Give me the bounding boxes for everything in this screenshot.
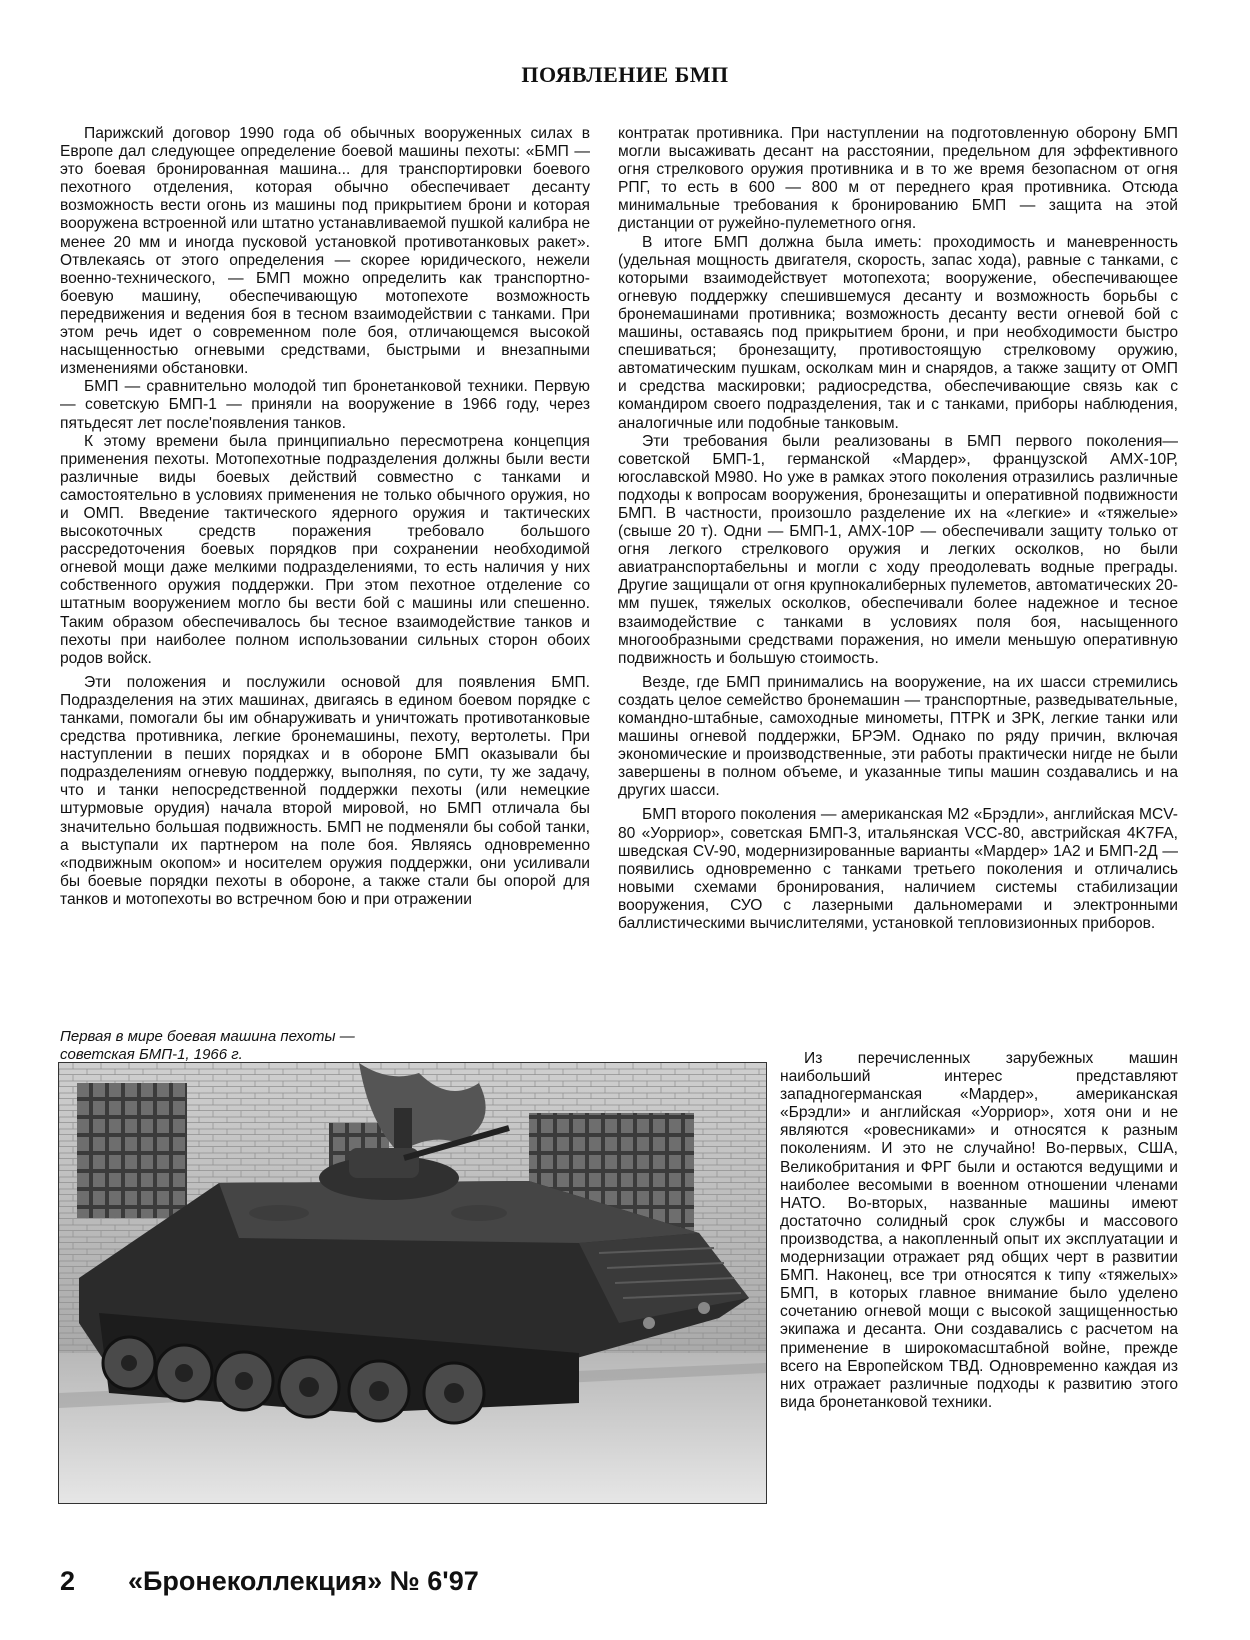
- right-column: [618, 125, 1178, 933]
- page-number: 2: [60, 1566, 76, 1596]
- paragraph: Из перечисленных зарубежных машин наибольший интерес представляют западногерманская «Мардер», американская «Брэдли» и английская «Уорриор», хотя они и не являются «ровесниками» и относятся к разным поколениям. И это не случайно! Во-первых, США, Великобритания и ФРГ были и остаются ведущими и наиболее весомыми в военном отношении членами НАТО. Во-вторых, названные машины имеют достаточно солидный срок службы и массового производства, а накопленный опыт их эксплуатации и модернизации отражает ряд общих черт в развитии БМП. Наконец, все три относятся к типу «тяжелых» БМП, в которых главное внимание было уделено сочетанию огневой мощи с высокой защищенностью экипажа и десанта. Они создавались с расчетом на применение в широкомасштабной войне, прежде всего на Европейском ТВД. Одновременно каждая из них отражает различные подходы к развитию этого вида бронетанковой техники.: [780, 1050, 1178, 1411]
- caption-line: советская БМП-1, 1966 г.: [60, 1046, 243, 1063]
- paragraph: контратак противника. При наступлении на подготовленную оборону БМП могли высаживать десант на расстоянии, предельном для эффективного огня стрелкового оружия противника и в то же время безопасном от огня РПГ, то есть в 600 — 800 м от переднего края противника. Отсюда минимальные требования к бронированию БМП — защита на этой дистанции от ружейно-пулеметного огня.: [618, 125, 1178, 233]
- paragraph: В итоге БМП должна была иметь: проходимость и маневренность (удельная мощность двигателя, скорость, запас хода), равные с танками, с которыми взаимодействует мотопехота; вооружение, обеспечивающее огневую поддержку спешившемуся десанту и возможность борьбы с бронемашинами противника; возможность десанту вести огневой бой с машины, оставаясь под прикрытием брони, и при необходимости быстро спешиваться; бронезащиту, противостоящую стрелковому оружию, автоматическим пушкам, осколкам мин и снарядов, а также защиту от ОМП и средства маскировки; радиосредства, обеспечивающие связь как с командиром своего подразделения, так и с танками, приборы наблюдения, аналогичные или подобные танковым.: [618, 233, 1178, 432]
- bottom-right-column: [780, 1050, 1178, 1412]
- paragraph: Везде, где БМП принимались на вооружение, на их шасси стремились создать целое семейство бронемашин — транспортные, разведывательные, командно-штабные, самоходные минометы, ПТРК и ЗРК, легкие танки или машины огневой поддержки, БРЭМ. Однако по ряду причин, включая экономические и производственные, эти работы практически нигде не были завершены в полном объеме, и указанные типы машин создавались и на других шасси.: [618, 673, 1178, 800]
- paragraph: Эти положения и послужили основой для появления БМП. Подразделения на этих машинах, двигаясь в едином боевом порядке с танками, помогали бы им обнаруживать и уничтожать противотанковые средства противника, легкие бронемашины, пехоту, вертолеты. При наступлении в пеших порядках и в обороне БМП оказывали бы подразделениям огневую поддержку, выполняя, по сути, ту же задачу, что и танки непосредственной поддержки пехоты (или немецкие штурмовые орудия) начала второй мировой, но БМП отличала бы значительно большая подвижность. БМП не подменяли бы собой танки, а выступали их партнером на поле боя. Являясь одновременно «подвижным окопом» и носителем оружия поддержки, они усиливали бы боевые порядки пехоты в обороне, а также стали бы опорой для танков и мотопехоты во встречном бою и при отражении: [60, 673, 590, 908]
- page-title: ПОЯВЛЕНИЕ БМП: [521, 62, 729, 87]
- left-column: [60, 125, 590, 909]
- figure-caption: [60, 1028, 460, 1064]
- journal-issue: «Бронеколлекция» № 6'97: [128, 1566, 479, 1596]
- paragraph: Парижский договор 1990 года об обычных вооруженных силах в Европе дал следующее определение боевой машины пехоты: «БМП — это боевая бронированная машина... для транспортировки боевого пехотного отделения, которая обычно обеспечивает десанту возможность вести огонь из машины под прикрытием брони и которая вооружена встроенной или штатно устанавливаемой пушкой калибра не менее 20 мм и иногда пусковой установкой противотанковых ракет». Отвлекаясь от этого определения — скорее юридического, нежели военно-технического, — БМП можно определить как транспортно-боевую машину, обеспечивающую мотопехоте возможность передвижения и ведения боя в тесном взаимодействии с танками. При этом речь идет о современном поле боя, отличающемся высокой насыщенностью огневыми средствами, быстрыми и внезапными изменениями обстановки.: [60, 125, 590, 378]
- paragraph: Эти требования были реализованы в БМП первого поколения—советской БМП-1, германской «Мардер», французской АМХ-10Р, югославской М980. Но уже в рамках этого поколения отразились различные подходы к вопросам вооружения, бронезащиты и оперативной подвижности БМП. В частности, произошло разделение их на «легкие» и «тяжелые» (свыше 20 т). Одни — БМП-1, АМХ-10Р — обеспечивали защиту только от огня легкого стрелкового оружия и легких осколков, но были авиатранспортабельны и могли с ходу преодолевать водные преграды. Другие защищали от огня крупнокалиберных пулеметов, автоматических 20-мм пушек, тяжелых осколков, обеспечивали более надежное и тесное взаимодействие с танками в условиях поля боя, насыщенного многообразными средствами поражения, но имели меньшую оперативную подвижность и большую стоимость.: [618, 432, 1178, 667]
- bmp-1-photo: [58, 1062, 767, 1504]
- caption-line: Первая в мире боевая машина пехоты —: [60, 1028, 355, 1045]
- bmp-1-photo-illustration: [59, 1063, 766, 1503]
- paragraph: К этому времени была принципиально пересмотрена концепция применения пехоты. Мотопехотные подразделения должны были вести различные виды боевых действий совместно с танками и самостоятельно в условиях применения не только обычного оружия, но и ОМП. Введение тактического ядерного оружия и тактических высокоточных средств поражения требовало большого рассредоточения боевых порядков при сохранении необходимой огневой мощи даже мелкими подразделениями, то есть наличия у них собственного оружия поддержки. При этом пехотное отделение со штатным вооружением могло бы вести бой с машины или спешенно. Таким образом обеспечивалось бы тесное взаимодействие танков и пехоты при наиболее полном использовании сильных сторон обоих родов войск.: [60, 432, 590, 667]
- paragraph: БМП второго поколения — американская М2 «Брэдли», английская MCV-80 «Уорриор», советская БМП-3, итальянская VCC-80, австрийская 4K7FA, шведская CV-90, модернизированные варианты «Мардер» 1А2 и БМП-2Д — появились одновременно с танками третьего поколения и отличались новыми схемами бронирования, наличием системы стабилизации вооружения, СУО с лазерными дальномерами и электронными баллистическими вычислителями, установкой тепловизионных приборов.: [618, 806, 1178, 933]
- page-footer: [60, 1566, 479, 1597]
- paragraph: БМП — сравнительно молодой тип бронетанковой техники. Первую — советскую БМП-1 — приняли на вооружение в 1966 году, через пятьдесят лет после'появления танков.: [60, 378, 590, 432]
